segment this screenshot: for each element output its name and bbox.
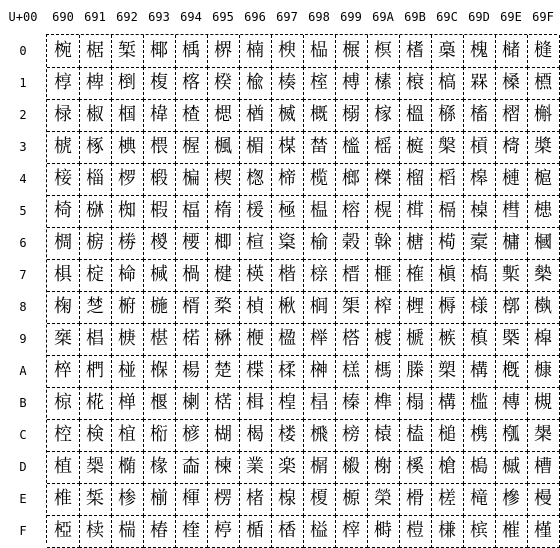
glyph-cell: 楔 bbox=[207, 163, 240, 196]
glyph-cell: 楲 bbox=[271, 99, 304, 132]
glyph-cell: 榁 bbox=[303, 67, 336, 100]
glyph-cell: 楦 bbox=[239, 227, 272, 260]
glyph-cell: 楑 bbox=[207, 67, 240, 100]
glyph-cell: 椱 bbox=[143, 67, 176, 100]
glyph-cell: 榱 bbox=[399, 67, 432, 100]
glyph-cell: 榍 bbox=[303, 451, 336, 484]
glyph-cell: 椽 bbox=[143, 451, 176, 484]
glyph-cell: 槅 bbox=[431, 195, 464, 228]
glyph-cell: 椃 bbox=[47, 131, 80, 164]
glyph-cell: 楤 bbox=[239, 163, 272, 196]
glyph-cell: 槝 bbox=[463, 451, 496, 484]
glyph-cell: 楉 bbox=[175, 323, 208, 356]
glyph-cell: 榐 bbox=[335, 35, 368, 68]
glyph-cell: 椮 bbox=[111, 483, 144, 516]
glyph-cell: 椣 bbox=[111, 131, 144, 164]
column-header: 699 bbox=[340, 10, 362, 24]
row-header: 5 bbox=[19, 204, 27, 218]
glyph-cell: 楢 bbox=[239, 99, 272, 132]
glyph-cell: 椯 bbox=[111, 515, 144, 548]
glyph-cell: 榦 bbox=[367, 227, 400, 260]
glyph-cell: 榯 bbox=[367, 515, 400, 548]
glyph-cell: 槆 bbox=[431, 227, 464, 260]
glyph-cell: 楙 bbox=[207, 323, 240, 356]
glyph-cell: 榃 bbox=[303, 131, 336, 164]
glyph-cell: 楈 bbox=[175, 291, 208, 324]
glyph-cell: 槄 bbox=[431, 163, 464, 196]
glyph-cell: 椴 bbox=[143, 163, 176, 196]
glyph-cell: 槛 bbox=[463, 387, 496, 420]
glyph-cell: 槵 bbox=[527, 195, 560, 228]
glyph-cell: 楮 bbox=[239, 483, 272, 516]
glyph-cell: 榧 bbox=[367, 259, 400, 292]
glyph-cell: 椧 bbox=[111, 259, 144, 292]
glyph-cell: 楥 bbox=[239, 195, 272, 228]
glyph-cell: 槑 bbox=[463, 67, 496, 100]
glyph-cell: 槮 bbox=[495, 483, 528, 516]
glyph-cell: 椨 bbox=[111, 291, 144, 324]
glyph-cell: 椞 bbox=[79, 483, 112, 516]
row-header: 4 bbox=[19, 172, 27, 186]
column-header: 691 bbox=[84, 10, 106, 24]
glyph-cell: 楫 bbox=[239, 387, 272, 420]
glyph-cell: 榎 bbox=[303, 483, 336, 516]
glyph-cell: 榟 bbox=[335, 515, 368, 548]
row-header: 0 bbox=[19, 44, 27, 58]
glyph-cell: 榕 bbox=[335, 195, 368, 228]
glyph-cell: 椋 bbox=[47, 387, 80, 420]
glyph-cell: 榔 bbox=[335, 163, 368, 196]
row-header: C bbox=[19, 428, 27, 442]
glyph-cell: 椵 bbox=[143, 195, 176, 228]
glyph-cell: 楀 bbox=[175, 35, 208, 68]
glyph-cell: 槊 bbox=[431, 355, 464, 388]
glyph-cell: 槓 bbox=[463, 131, 496, 164]
glyph-cell: 椑 bbox=[79, 67, 112, 100]
glyph-cell: 槽 bbox=[527, 451, 560, 484]
glyph-cell: 槠 bbox=[495, 35, 528, 68]
glyph-cell: 椼 bbox=[143, 419, 176, 452]
glyph-cell: 椢 bbox=[111, 99, 144, 132]
glyph-cell: 槦 bbox=[495, 227, 528, 260]
column-header: 697 bbox=[276, 10, 298, 24]
glyph-cell: 楬 bbox=[239, 419, 272, 452]
glyph-cell: 槍 bbox=[431, 451, 464, 484]
glyph-cell: 楍 bbox=[175, 451, 208, 484]
glyph-cell: 榜 bbox=[335, 419, 368, 452]
glyph-cell: 椘 bbox=[79, 291, 112, 324]
glyph-cell: 構 bbox=[431, 387, 464, 420]
glyph-cell: 槶 bbox=[527, 227, 560, 260]
glyph-cell: 榴 bbox=[399, 163, 432, 196]
glyph-cell: 椄 bbox=[47, 163, 80, 196]
column-header: 692 bbox=[116, 10, 138, 24]
glyph-cell: 椡 bbox=[111, 67, 144, 100]
glyph-cell: 椏 bbox=[47, 515, 80, 548]
glyph-cell: 楆 bbox=[175, 227, 208, 260]
glyph-cell: 槉 bbox=[431, 323, 464, 356]
glyph-cell: 椸 bbox=[143, 291, 176, 324]
column-header: 698 bbox=[308, 10, 330, 24]
glyph-cell: 椂 bbox=[47, 99, 80, 132]
glyph-cell: 槣 bbox=[495, 131, 528, 164]
glyph-cell: 様 bbox=[463, 291, 496, 324]
glyph-cell: 槸 bbox=[527, 291, 560, 324]
glyph-cell: 椌 bbox=[47, 419, 80, 452]
glyph-cell: 槥 bbox=[495, 195, 528, 228]
glyph-cell: 榣 bbox=[367, 131, 400, 164]
glyph-cell: 楊 bbox=[175, 355, 208, 388]
glyph-cell: 榇 bbox=[303, 259, 336, 292]
glyph-cell: 榄 bbox=[303, 163, 336, 196]
block-prefix-label: U+00 bbox=[8, 10, 38, 24]
glyph-cell: 榑 bbox=[335, 67, 368, 100]
glyph-cell: 槟 bbox=[463, 515, 496, 548]
glyph-cell: 楷 bbox=[271, 259, 304, 292]
glyph-cell: 榭 bbox=[367, 451, 400, 484]
glyph-cell: 楋 bbox=[175, 387, 208, 420]
glyph-cell: 椪 bbox=[111, 355, 144, 388]
character-grid bbox=[46, 34, 557, 543]
row-header: 3 bbox=[19, 140, 27, 154]
glyph-cell: 椗 bbox=[79, 259, 112, 292]
row-header: A bbox=[19, 364, 27, 378]
glyph-cell: 榉 bbox=[303, 323, 336, 356]
glyph-cell: 榩 bbox=[367, 323, 400, 356]
glyph-cell: 榖 bbox=[335, 227, 368, 260]
glyph-cell: 楧 bbox=[239, 259, 272, 292]
glyph-cell: 楘 bbox=[207, 291, 240, 324]
glyph-cell: 榻 bbox=[399, 387, 432, 420]
glyph-cell: 椊 bbox=[47, 355, 80, 388]
glyph-cell: 椻 bbox=[143, 387, 176, 420]
glyph-cell: 楰 bbox=[271, 35, 304, 68]
column-header: 69D bbox=[468, 10, 490, 24]
glyph-cell: 槴 bbox=[527, 163, 560, 196]
glyph-cell: 椷 bbox=[143, 259, 176, 292]
glyph-cell: 槧 bbox=[495, 259, 528, 292]
glyph-cell: 槼 bbox=[527, 419, 560, 452]
glyph-cell: 槃 bbox=[431, 131, 464, 164]
glyph-cell: 椛 bbox=[79, 387, 112, 420]
glyph-cell: 椒 bbox=[79, 99, 112, 132]
glyph-cell: 榠 bbox=[367, 35, 400, 68]
glyph-cell: 榙 bbox=[335, 323, 368, 356]
glyph-cell: 楡 bbox=[239, 67, 272, 100]
glyph-cell: 槇 bbox=[431, 259, 464, 292]
glyph-cell: 槡 bbox=[495, 67, 528, 100]
glyph-cell: 榪 bbox=[367, 355, 400, 388]
glyph-cell: 榊 bbox=[303, 355, 336, 388]
glyph-cell: 榳 bbox=[399, 131, 432, 164]
glyph-cell: 楂 bbox=[175, 99, 208, 132]
row-header: 1 bbox=[19, 76, 27, 90]
glyph-cell: 椬 bbox=[111, 419, 144, 452]
glyph-cell: 榓 bbox=[335, 131, 368, 164]
row-header: 6 bbox=[19, 236, 27, 250]
glyph-cell: 榲 bbox=[399, 99, 432, 132]
glyph-cell: 楶 bbox=[271, 227, 304, 260]
glyph-cell: 楹 bbox=[271, 323, 304, 356]
column-header: 69B bbox=[404, 10, 426, 24]
glyph-cell: 楴 bbox=[271, 163, 304, 196]
glyph-cell: 椔 bbox=[79, 163, 112, 196]
glyph-cell: 業 bbox=[239, 451, 272, 484]
glyph-cell: 楇 bbox=[175, 259, 208, 292]
glyph-cell: 槬 bbox=[495, 419, 528, 452]
glyph-cell: 楿 bbox=[271, 515, 304, 548]
glyph-cell: 槗 bbox=[463, 259, 496, 292]
glyph-cell: 榡 bbox=[367, 67, 400, 100]
glyph-cell: 榽 bbox=[399, 451, 432, 484]
glyph-cell: 楏 bbox=[175, 515, 208, 548]
row-header: 9 bbox=[19, 332, 27, 346]
column-header: 693 bbox=[148, 10, 170, 24]
glyph-cell: 楄 bbox=[175, 163, 208, 196]
glyph-cell: 槱 bbox=[527, 67, 560, 100]
glyph-cell: 椙 bbox=[79, 323, 112, 356]
glyph-cell: 椾 bbox=[143, 483, 176, 516]
glyph-cell: 榆 bbox=[303, 227, 336, 260]
column-header: 694 bbox=[180, 10, 202, 24]
glyph-cell: 榢 bbox=[367, 99, 400, 132]
glyph-cell: 椚 bbox=[79, 355, 112, 388]
glyph-cell: 榤 bbox=[367, 163, 400, 196]
glyph-cell: 槈 bbox=[431, 291, 464, 324]
column-header: 69A bbox=[372, 10, 394, 24]
glyph-cell: 槌 bbox=[431, 419, 464, 452]
glyph-cell: 榛 bbox=[335, 387, 368, 420]
glyph-cell: 楐 bbox=[207, 35, 240, 68]
glyph-cell: 楅 bbox=[175, 195, 208, 228]
glyph-cell: 椦 bbox=[111, 227, 144, 260]
glyph-cell: 榾 bbox=[399, 483, 432, 516]
glyph-cell: 楞 bbox=[207, 483, 240, 516]
glyph-cell: 楻 bbox=[271, 387, 304, 420]
glyph-cell: 榞 bbox=[335, 483, 368, 516]
glyph-cell: 楩 bbox=[239, 323, 272, 356]
glyph-cell: 榫 bbox=[367, 387, 400, 420]
glyph-cell: 椟 bbox=[79, 515, 112, 548]
glyph-cell: 椹 bbox=[143, 323, 176, 356]
glyph-cell: 槂 bbox=[431, 99, 464, 132]
glyph-cell: 楎 bbox=[175, 483, 208, 516]
glyph-cell: 槜 bbox=[463, 419, 496, 452]
glyph-cell: 榒 bbox=[335, 99, 368, 132]
glyph-cell: 榝 bbox=[335, 451, 368, 484]
glyph-cell: 槒 bbox=[463, 99, 496, 132]
glyph-cell: 楌 bbox=[175, 419, 208, 452]
glyph-cell: 槙 bbox=[463, 323, 496, 356]
glyph-cell: 楒 bbox=[207, 99, 240, 132]
glyph-cell: 槲 bbox=[527, 99, 560, 132]
glyph-cell: 槫 bbox=[495, 387, 528, 420]
glyph-cell: 榋 bbox=[303, 387, 336, 420]
glyph-cell: 楓 bbox=[207, 131, 240, 164]
glyph-cell: 榗 bbox=[335, 259, 368, 292]
glyph-cell: 椆 bbox=[47, 227, 80, 260]
glyph-cell: 榺 bbox=[399, 355, 432, 388]
glyph-cell: 榅 bbox=[303, 195, 336, 228]
glyph-cell: 楪 bbox=[239, 355, 272, 388]
glyph-cell: 椈 bbox=[47, 291, 80, 324]
glyph-cell: 椭 bbox=[111, 451, 144, 484]
glyph-cell: 椫 bbox=[111, 387, 144, 420]
glyph-cell: 槳 bbox=[527, 131, 560, 164]
row-header: B bbox=[19, 396, 27, 410]
row-header: 8 bbox=[19, 300, 27, 314]
row-header: E bbox=[19, 492, 27, 506]
glyph-cell: 楣 bbox=[239, 131, 272, 164]
glyph-cell: 構 bbox=[463, 355, 496, 388]
glyph-cell: 榹 bbox=[399, 323, 432, 356]
glyph-cell: 楯 bbox=[239, 515, 272, 548]
row-header: F bbox=[19, 524, 27, 538]
glyph-cell: 槿 bbox=[527, 515, 560, 548]
glyph-cell: 槪 bbox=[495, 355, 528, 388]
glyph-cell: 榸 bbox=[399, 291, 432, 324]
glyph-cell: 楺 bbox=[271, 355, 304, 388]
row-header: D bbox=[19, 460, 27, 474]
glyph-cell: 椐 bbox=[79, 35, 112, 68]
glyph-cell: 椩 bbox=[111, 323, 144, 356]
glyph-cell: 楸 bbox=[271, 291, 304, 324]
glyph-cell: 楃 bbox=[175, 131, 208, 164]
glyph-cell: 楳 bbox=[271, 131, 304, 164]
glyph-cell: 楚 bbox=[207, 355, 240, 388]
glyph-cell: 槔 bbox=[463, 163, 496, 196]
glyph-cell: 榥 bbox=[367, 195, 400, 228]
glyph-cell: 榌 bbox=[303, 419, 336, 452]
glyph-cell: 槹 bbox=[527, 323, 560, 356]
glyph-cell: 椝 bbox=[79, 451, 112, 484]
glyph-cell: 概 bbox=[303, 99, 336, 132]
glyph-cell: 椶 bbox=[143, 227, 176, 260]
glyph-cell: 榮 bbox=[367, 483, 400, 516]
glyph-cell: 槤 bbox=[495, 163, 528, 196]
glyph-cell: 楜 bbox=[207, 419, 240, 452]
glyph-cell: 椇 bbox=[47, 259, 80, 292]
column-header: 690 bbox=[52, 10, 74, 24]
glyph-cell: 楟 bbox=[207, 515, 240, 548]
glyph-cell: 槨 bbox=[495, 291, 528, 324]
glyph-cell: 榬 bbox=[367, 419, 400, 452]
glyph-cell: 榈 bbox=[303, 291, 336, 324]
glyph-cell: 榵 bbox=[399, 195, 432, 228]
glyph-cell: 榷 bbox=[399, 259, 432, 292]
glyph-cell: 楝 bbox=[207, 451, 240, 484]
glyph-cell: 椺 bbox=[143, 355, 176, 388]
glyph-cell: 槭 bbox=[495, 451, 528, 484]
glyph-cell: 椠 bbox=[111, 35, 144, 68]
glyph-cell: 椰 bbox=[143, 35, 176, 68]
glyph-cell: 楱 bbox=[271, 67, 304, 100]
glyph-cell: 槀 bbox=[431, 35, 464, 68]
glyph-cell: 楠 bbox=[239, 35, 272, 68]
glyph-cell: 椉 bbox=[47, 323, 80, 356]
column-header: 695 bbox=[212, 10, 234, 24]
glyph-cell: 槞 bbox=[463, 483, 496, 516]
glyph-cell: 楗 bbox=[207, 259, 240, 292]
glyph-cell: 槐 bbox=[463, 35, 496, 68]
glyph-cell: 椲 bbox=[143, 99, 176, 132]
glyph-cell: 槻 bbox=[527, 387, 560, 420]
glyph-cell: 椀 bbox=[47, 35, 80, 68]
glyph-cell: 榏 bbox=[303, 515, 336, 548]
glyph-cell: 椅 bbox=[47, 195, 80, 228]
glyph-cell: 槺 bbox=[527, 355, 560, 388]
glyph-cell: 極 bbox=[271, 195, 304, 228]
glyph-cell: 植 bbox=[47, 451, 80, 484]
glyph-cell: 椕 bbox=[79, 195, 112, 228]
glyph-cell: 楾 bbox=[271, 483, 304, 516]
row-header: 7 bbox=[19, 268, 27, 282]
glyph-cell: 楽 bbox=[271, 451, 304, 484]
column-header: 696 bbox=[244, 10, 266, 24]
glyph-cell: 槕 bbox=[463, 195, 496, 228]
glyph-cell: 検 bbox=[79, 419, 112, 452]
glyph-cell: 槷 bbox=[527, 259, 560, 292]
glyph-cell: 槢 bbox=[495, 99, 528, 132]
glyph-cell: 楛 bbox=[207, 387, 240, 420]
glyph-cell: 椤 bbox=[111, 163, 144, 196]
glyph-cell: 槯 bbox=[495, 515, 528, 548]
glyph-cell: 槁 bbox=[431, 67, 464, 100]
glyph-cell: 椖 bbox=[79, 227, 112, 260]
glyph-cell: 槖 bbox=[463, 227, 496, 260]
glyph-cell: 槩 bbox=[495, 323, 528, 356]
glyph-cell: 椥 bbox=[111, 195, 144, 228]
glyph-cell: 榀 bbox=[303, 35, 336, 68]
glyph-cell: 榘 bbox=[335, 291, 368, 324]
column-header: 69F bbox=[532, 10, 554, 24]
glyph-cell: 槎 bbox=[431, 483, 464, 516]
glyph-cell: 楼 bbox=[271, 419, 304, 452]
row-header: 2 bbox=[19, 108, 27, 122]
column-header: 69C bbox=[436, 10, 458, 24]
glyph-cell: 槏 bbox=[431, 515, 464, 548]
glyph-cell: 椁 bbox=[47, 67, 80, 100]
column-header: 69E bbox=[500, 10, 522, 24]
glyph-cell: 楖 bbox=[207, 227, 240, 260]
glyph-cell: 楕 bbox=[207, 195, 240, 228]
glyph-cell: 榚 bbox=[335, 355, 368, 388]
glyph-cell: 椳 bbox=[143, 131, 176, 164]
glyph-cell: 槾 bbox=[527, 483, 560, 516]
glyph-cell: 榼 bbox=[399, 419, 432, 452]
glyph-cell: 榰 bbox=[399, 35, 432, 68]
glyph-cell: 槰 bbox=[527, 35, 560, 68]
glyph-cell: 椿 bbox=[143, 515, 176, 548]
glyph-cell: 榿 bbox=[399, 515, 432, 548]
glyph-cell: 楁 bbox=[175, 67, 208, 100]
glyph-cell: 椓 bbox=[79, 131, 112, 164]
glyph-cell: 榶 bbox=[399, 227, 432, 260]
glyph-cell: 榨 bbox=[367, 291, 400, 324]
glyph-cell: 椎 bbox=[47, 483, 80, 516]
glyph-cell: 楨 bbox=[239, 291, 272, 324]
